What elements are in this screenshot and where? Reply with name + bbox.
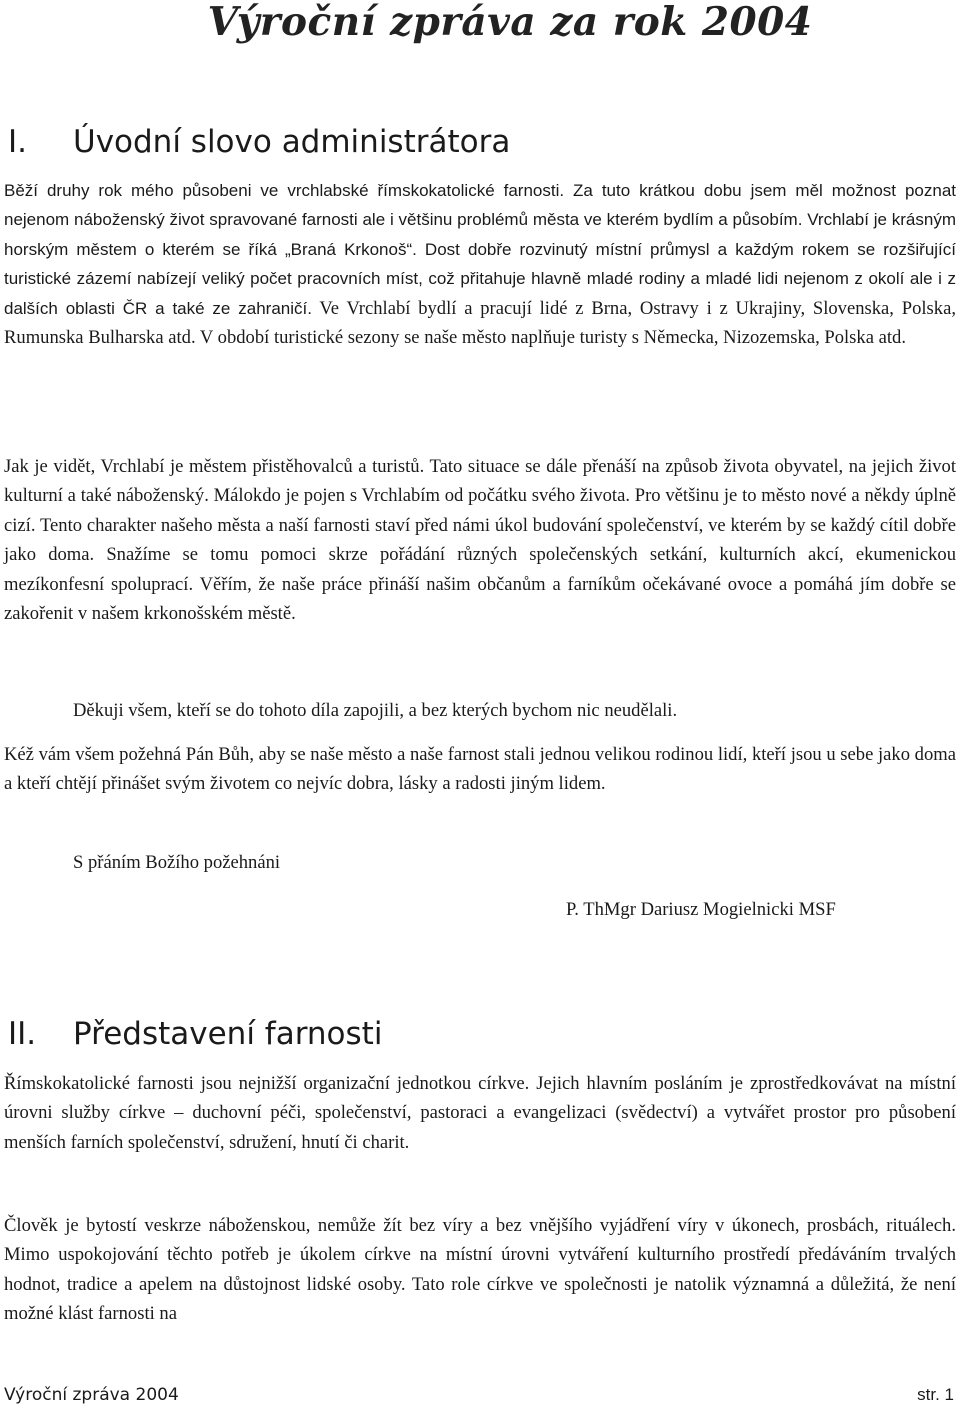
page-number: str. 1 — [917, 1385, 954, 1404]
signature-line: P. ThMgr Dariusz Mogielnicki MSF — [566, 899, 836, 920]
section-title: Představení farnosti — [73, 1016, 383, 1052]
intro-paragraph-serif-part: Ve Vrchlabí bydlí a pracují lidé z Brna, Ostravy i z Ukrajiny, Slovenska, Polska, Rumunska Bulharska atd. V období turistické sezony se naše město naplňuje turisty s Německa, Nizozemska, Polska atd. — [4, 297, 956, 349]
footer-title: Výroční zpráva 2004 — [4, 1385, 179, 1405]
section-heading-1 — [8, 124, 510, 160]
section-number: I. — [8, 124, 27, 160]
page-footer — [4, 1385, 956, 1409]
blessing-paragraph: Kéž vám všem požehná Pán Bůh, aby se naše město a naše farnost stali jednou velikou rodinou lidí, kteří jsou u sebe jako doma a kteří chtějí přinášet svým životem co nejvíc dobra, lásky a radosti jiným lidem. — [4, 744, 956, 795]
document-title: Výroční zpráva za rok 2004 — [207, 0, 813, 45]
thanks-line: Děkuji všem, kteří se do tohoto díla zapojili, a bez kterých bychom nic neudělali. — [73, 700, 678, 721]
section-number: II. — [8, 1016, 37, 1052]
city-paragraph: Jak je vidět, Vrchlabí je městem přistěhovalců a turistů. Tato situace se dále přenáší na způsob života obyvatel, na jejich život kulturní a také náboženský. Málokdo je pojen s Vrchlabím od počátku svého života. Pro většinu je to město nové a někdy úplně cizí. Tento charakter našeho města a naší farnosti staví před námi úkol budování společenství, ve kterém by se každý cítil dobře jako doma. Snažíme se tomu pomoci skrze pořádání různých společenských setkání, kulturních akcí, ekumenickou mezíkonfesní spoluprací. Věřím, že naše práce přináší našim občanům a farníkům očekávané ovoce a pomáhá jím dobře se zakořenit v našem krkonošském městě. — [4, 456, 956, 625]
parish-paragraph: Římskokatolické farnosti jsou nejnižší organizační jednotkou církve. Jejich hlavním posláním je zprostředkovávat na místní úrovni služby církve – duchovní péči, společenství, pastoraci a evangelizaci (svědectví) a vytvářet prostor pro působení menších farních společenství, sdružení, hnutí či charit. — [4, 1073, 956, 1153]
section-heading-2 — [8, 1016, 382, 1052]
greeting-line: S přáním Božího požehnáni — [73, 852, 281, 873]
section-title: Úvodní slovo administrátora — [73, 124, 511, 160]
human-paragraph: Člověk je bytostí veskrze náboženskou, nemůže žít bez víry a bez vnějšího vyjádření víry v úkonech, prosbách, rituálech. Mimo uspokojování těchto potřeb je úkolem církve na místní úrovni vytváření kulturního prostředí předáváním trvalých hodnot, tradice a apelem na důstojnost lidské osoby. Tato role církve ve společnosti je natolik významná a důležitá, že není možné klást farnosti na — [4, 1215, 956, 1325]
intro-paragraph-sans-part: Běží druhy rok mého působeni ve vrchlabské římskokatolické farnosti. Za tuto krátkou dobu jsem měl možnost poznat nejenom náboženský život spravované farnosti ale i většinu problémů města ve kterém bydlím a působím. Vrchlabí je krásným horským městem o kterém se říká „Braná Krkonoš“. Dost dobře rozvinutý místní průmysl a každým rokem se rozšiřující turistické zázemí nabízejí veliký počet pracovních míst, což přitahuje hlavně mladé rodiny a mladé lidi nejenom z okolí ale i z dalších oblasti ČR a také ze zahraničí. — [4, 181, 956, 318]
intro-paragraph — [4, 176, 956, 352]
